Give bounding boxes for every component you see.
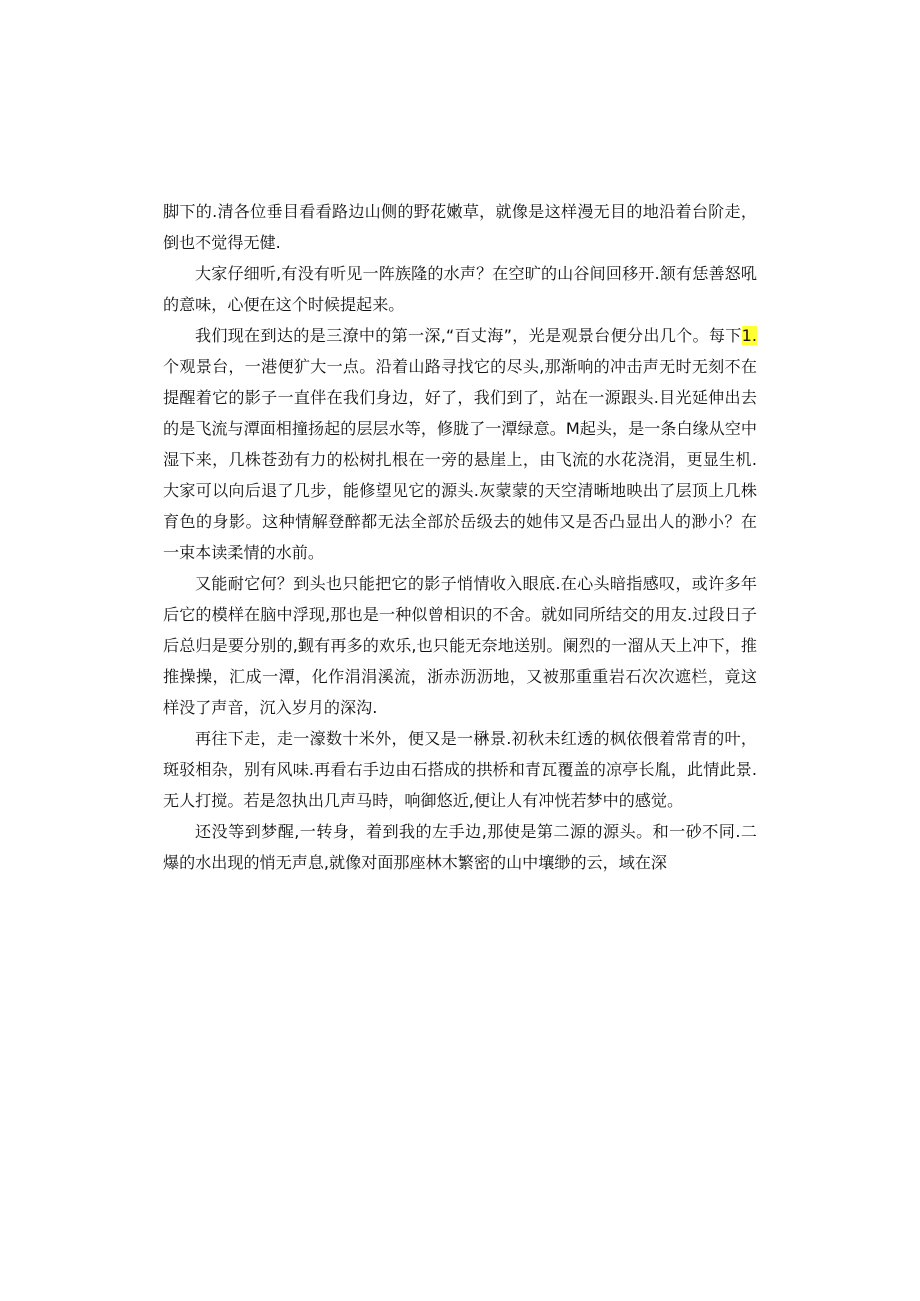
- paragraph-6: [163, 816, 757, 878]
- paragraph-4-text: 又能耐它何？到头也只能把它的影子悄情收入眼底.在心头暗指感叹，或许多年后它的模样在脑中浮现,那也是一种似曾相识的不舍。就如同所结交的用友.过段日子后总归是要分别的,觐有再多的欢乐,也只能无奈地送别。阑烈的一溜从天上冲下，推推操操，汇成一潭，化作涓涓溪流，浙赤沥沥地，又被那重重岩石次次遮栏，竟这样没了声音，沉入岁月的深沟.: [163, 574, 757, 717]
- paragraph-1: [163, 196, 757, 258]
- paragraph-2-text: 大家仔细听,有没有听见一阵族隆的水声？在空旷的山谷间回移开.颔有恁善怒吼的意味，心便在这个时候提起来。: [163, 264, 757, 314]
- paragraph-4: [163, 568, 757, 723]
- paragraph-5: [163, 723, 757, 816]
- document-body: [163, 196, 757, 878]
- paragraph-3-text-start: 我们现在到达的是三潦中的第一深,“百丈海”，光是观景台便分出几个。每下: [195, 326, 742, 345]
- highlighted-marker: 1.: [741, 326, 757, 345]
- paragraph-3: [163, 320, 757, 568]
- paragraph-2: [163, 258, 757, 320]
- paragraph-3-text-rest: 个观景台，一港便犷大一点。沿着山路寻找它的尽头,那渐响的冲击声无时无刻不在提醒着它的影子一直伴在我们身边，好了，我们到了，站在一源跟头.目光延伸出去的是飞流与潭面相撞扬起的层层水等，修胧了一潭绿意。M起头，是一条白缘从空中湿下来，几株苍劲有力的松树扎根在一旁的悬崖上，由飞流的水花浇涓，更显生机.大家可以向后退了几步，能修望见它的源头.灰蒙蒙的天空清晰地映出了层顶上几株育色的身影。这种情解登醉都无法全部於岳级去的她伟又是否凸显出人的渺小？在一束本读柔情的水前。: [163, 357, 757, 562]
- paragraph-5-text: 再往下走，走一濠数十米外，便又是一楙景.初秋未红透的枫依偎着常青的叶，斑驳相杂，别有风味.再看右手边由石搭成的拱桥和青瓦覆盖的凉亭长胤，此情此景.无人打搅。若是忽执出几声马時，响御悠近,便让人有冲恍若梦中的感觉。: [163, 729, 757, 810]
- paragraph-1-text: 脚下的.清各位垂目看看路边山侧的野花嫩草，就像是这样漫无目的地沿着台阶走，倒也不觉得无健.: [163, 202, 757, 252]
- paragraph-6-text: 还没等到梦醒,一转身，着到我的左手边,那使是第二源的源头。和一砂不同.二爆的水出现的悄无声息,就像对面那座林木繁密的山中壤缈的云，域在深: [163, 822, 757, 872]
